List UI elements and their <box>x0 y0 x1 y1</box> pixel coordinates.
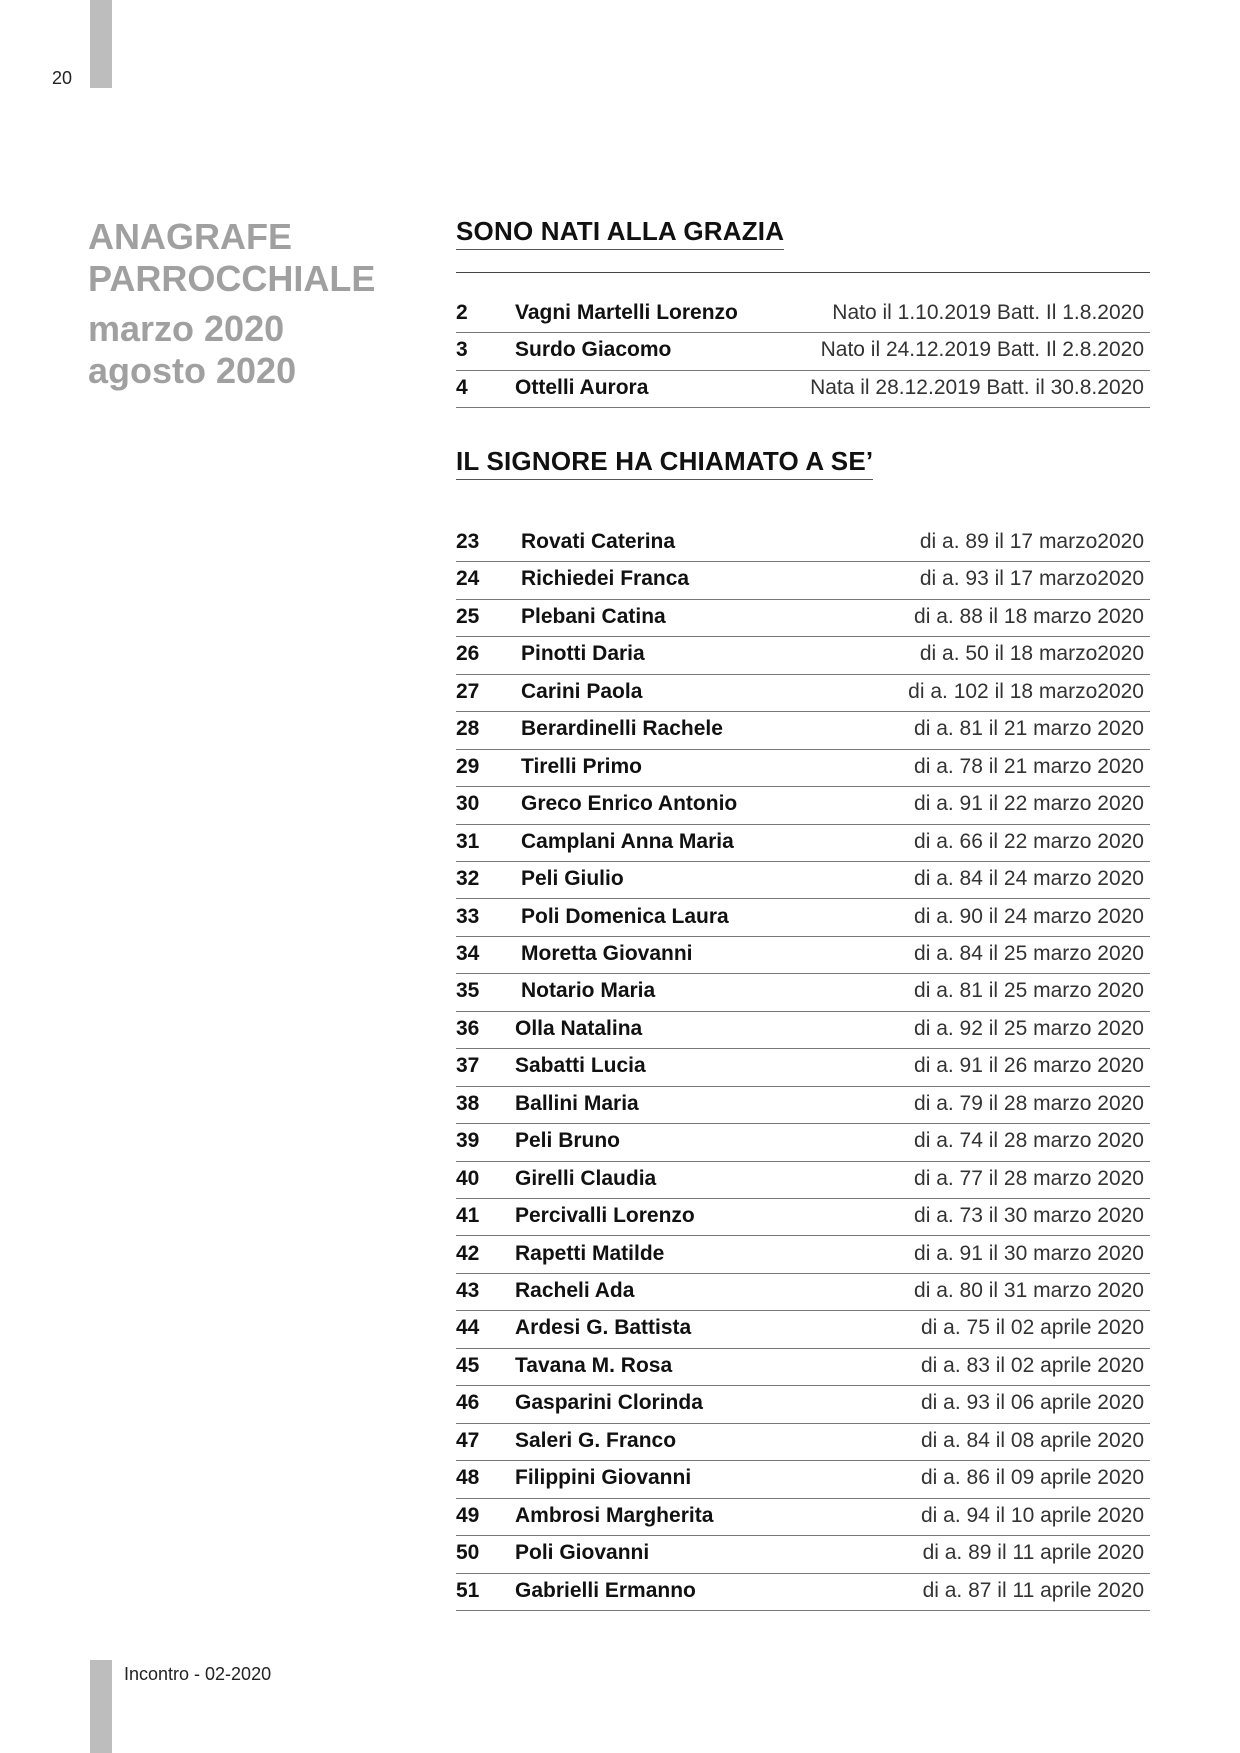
death-row <box>456 712 1150 749</box>
entry-details: di a. 94 il 10 aprile 2020 <box>921 1503 1144 1527</box>
entry-details: di a. 50 il 18 marzo2020 <box>919 642 1144 666</box>
entry-details: di a. 87 il 11 aprile 2020 <box>922 1578 1144 1602</box>
entry-number: 34 <box>456 941 480 965</box>
entry-name: Girelli Claudia <box>515 1166 657 1190</box>
entry-details: di a. 91 il 26 marzo 2020 <box>914 1054 1144 1078</box>
entry-details: di a. 89 il 11 aprile 2020 <box>922 1541 1144 1565</box>
entry-number: 29 <box>456 754 480 778</box>
entry-details: di a. 66 il 22 marzo 2020 <box>914 829 1144 853</box>
section-heading <box>88 216 375 392</box>
entry-details: di a. 81 il 21 marzo 2020 <box>914 717 1144 741</box>
entry-details: di a. 92 il 25 marzo 2020 <box>914 1016 1144 1040</box>
entry-details: Nata il 28.12.2019 Batt. il 30.8.2020 <box>810 375 1144 399</box>
entry-number: 46 <box>456 1391 480 1415</box>
entry-number: 48 <box>456 1466 480 1490</box>
entry-number: 4 <box>456 375 468 399</box>
entry-name: Racheli Ada <box>515 1279 635 1302</box>
entry-name: Richiedei Franca <box>521 567 690 591</box>
death-row <box>456 1124 1150 1161</box>
entry-name: Vagni Martelli Lorenzo <box>515 301 738 324</box>
heading-line-1: ANAGRAFE <box>88 216 292 257</box>
entry-number: 3 <box>456 338 468 362</box>
entry-name: Tirelli Primo <box>521 754 642 778</box>
entry-name: Saleri G. Franco <box>515 1428 677 1452</box>
entry-name: Percivalli Lorenzo <box>515 1204 695 1228</box>
entry-number: 2 <box>456 301 468 324</box>
entry-number: 49 <box>456 1503 480 1527</box>
death-row <box>456 900 1150 937</box>
entry-number: 50 <box>456 1541 480 1565</box>
page-number: 20 <box>52 68 73 88</box>
death-row <box>456 562 1150 599</box>
entry-details: di a. 102 il 18 marzo2020 <box>908 679 1144 703</box>
entry-details: di a. 90 il 24 marzo 2020 <box>914 904 1144 928</box>
entry-details: di a. 83 il 02 aprile 2020 <box>921 1353 1144 1377</box>
death-row <box>456 974 1150 1011</box>
entry-name: Greco Enrico Antonio <box>521 792 738 816</box>
entry-name: Pinotti Daria <box>521 642 645 666</box>
entry-number: 30 <box>456 792 480 816</box>
entry-number: 32 <box>456 867 480 891</box>
death-row <box>456 675 1150 712</box>
period-line-2: agosto 2020 <box>88 350 297 391</box>
death-row <box>456 1087 1150 1124</box>
entry-name: Olla Natalina <box>515 1016 643 1040</box>
deaths-title: IL SIGNORE HA CHIAMATO A SE’ <box>456 446 873 480</box>
entry-name: Camplani Anna Maria <box>521 829 734 853</box>
entry-number: 35 <box>456 979 480 1003</box>
death-row <box>456 1274 1150 1311</box>
death-row <box>456 600 1150 637</box>
entry-details: di a. 79 il 28 marzo 2020 <box>914 1091 1144 1115</box>
period-line-1: marzo 2020 <box>88 308 285 349</box>
death-row <box>456 1424 1150 1461</box>
entry-number: 38 <box>456 1091 480 1115</box>
entry-details: Nato il 24.12.2019 Batt. Il 2.8.2020 <box>820 338 1144 362</box>
death-row <box>456 750 1150 787</box>
entry-number: 24 <box>456 567 480 591</box>
bottom-margin-bar <box>90 1660 112 1753</box>
entry-details: di a. 77 il 28 marzo 2020 <box>914 1166 1144 1190</box>
entry-details: di a. 93 il 17 marzo2020 <box>919 567 1144 591</box>
death-row <box>456 1199 1150 1236</box>
entry-details: di a. 81 il 25 marzo 2020 <box>914 979 1144 1003</box>
heading-line-2: PARROCCHIALE <box>88 258 376 299</box>
entry-number: 51 <box>456 1578 480 1602</box>
death-row <box>456 1386 1150 1423</box>
footer-text: Incontro - 02-2020 <box>124 1664 272 1684</box>
entry-details: di a. 75 il 02 aprile 2020 <box>921 1316 1144 1340</box>
entry-number: 40 <box>456 1166 480 1190</box>
entry-name: Berardinelli Rachele <box>521 717 723 741</box>
entry-details: di a. 78 il 21 marzo 2020 <box>914 754 1144 778</box>
death-row <box>456 1237 1150 1274</box>
entry-number: 47 <box>456 1428 480 1452</box>
entry-number: 42 <box>456 1241 480 1265</box>
entry-number: 28 <box>456 717 480 741</box>
death-row <box>456 637 1150 674</box>
entry-number: 23 <box>456 530 480 553</box>
entry-name: Moretta Giovanni <box>521 941 693 965</box>
entry-details: di a. 86 il 09 aprile 2020 <box>921 1466 1144 1490</box>
entry-number: 36 <box>456 1016 480 1040</box>
death-row <box>456 1499 1150 1536</box>
entry-name: Tavana M. Rosa <box>515 1353 673 1377</box>
entry-number: 27 <box>456 679 480 703</box>
entry-details: di a. 84 il 25 marzo 2020 <box>914 941 1144 965</box>
death-row <box>456 1311 1150 1348</box>
death-row <box>456 825 1150 862</box>
entry-name: Peli Bruno <box>515 1129 621 1153</box>
entry-number: 33 <box>456 904 480 928</box>
entry-details: di a. 88 il 18 marzo 2020 <box>914 604 1144 628</box>
entry-details: di a. 74 il 28 marzo 2020 <box>914 1129 1144 1153</box>
entry-name: Filippini Giovanni <box>515 1466 692 1490</box>
birth-row <box>456 333 1150 370</box>
entry-details: di a. 91 il 22 marzo 2020 <box>914 792 1144 816</box>
entry-number: 25 <box>456 604 480 628</box>
death-row <box>456 1012 1150 1049</box>
entry-name: Carini Paola <box>521 679 643 703</box>
entry-name: Rovati Caterina <box>521 530 676 553</box>
entry-details: di a. 73 il 30 marzo 2020 <box>914 1204 1144 1228</box>
entry-name: Peli Giulio <box>521 867 624 891</box>
entry-details: di a. 84 il 24 marzo 2020 <box>914 867 1144 891</box>
entry-name: Ottelli Aurora <box>515 375 649 399</box>
entry-details: di a. 93 il 06 aprile 2020 <box>921 1391 1144 1415</box>
entry-name: Gasparini Clorinda <box>515 1391 703 1415</box>
entry-details: di a. 80 il 31 marzo 2020 <box>914 1279 1144 1302</box>
entry-number: 44 <box>456 1316 480 1340</box>
death-row <box>456 1536 1150 1573</box>
death-row <box>456 1162 1150 1199</box>
entry-number: 39 <box>456 1129 480 1153</box>
entry-details: di a. 91 il 30 marzo 2020 <box>914 1241 1144 1265</box>
entry-name: Surdo Giacomo <box>515 338 672 362</box>
entry-name: Notario Maria <box>521 979 656 1003</box>
entry-name: Gabrielli Ermanno <box>515 1578 696 1602</box>
death-row <box>456 1461 1150 1498</box>
death-row <box>456 862 1150 899</box>
death-row <box>456 1349 1150 1386</box>
entry-details: Nato il 1.10.2019 Batt. Il 1.8.2020 <box>832 301 1144 324</box>
entry-name: Poli Giovanni <box>515 1541 650 1565</box>
birth-row <box>456 371 1150 408</box>
death-row <box>456 525 1150 562</box>
death-row <box>456 937 1150 974</box>
entry-name: Ardesi G. Battista <box>515 1316 692 1340</box>
death-row <box>456 787 1150 824</box>
entry-name: Rapetti Matilde <box>515 1241 665 1265</box>
entry-name: Poli Domenica Laura <box>521 904 729 928</box>
entry-details: di a. 89 il 17 marzo2020 <box>919 530 1144 553</box>
entry-number: 26 <box>456 642 480 666</box>
entry-number: 31 <box>456 829 480 853</box>
birth-row <box>456 296 1150 333</box>
entry-details: di a. 84 il 08 aprile 2020 <box>921 1428 1144 1452</box>
entry-number: 41 <box>456 1204 480 1228</box>
entry-number: 45 <box>456 1353 480 1377</box>
births-title: SONO NATI ALLA GRAZIA <box>456 216 784 250</box>
top-margin-bar <box>90 0 112 88</box>
entry-name: Ambrosi Margherita <box>515 1503 714 1527</box>
entry-name: Plebani Catina <box>521 604 666 628</box>
births-rule <box>456 272 1150 273</box>
entry-number: 43 <box>456 1279 480 1302</box>
death-row <box>456 1574 1150 1611</box>
entry-name: Sabatti Lucia <box>515 1054 646 1078</box>
entry-name: Ballini Maria <box>515 1091 639 1115</box>
death-row <box>456 1049 1150 1086</box>
entry-number: 37 <box>456 1054 480 1078</box>
